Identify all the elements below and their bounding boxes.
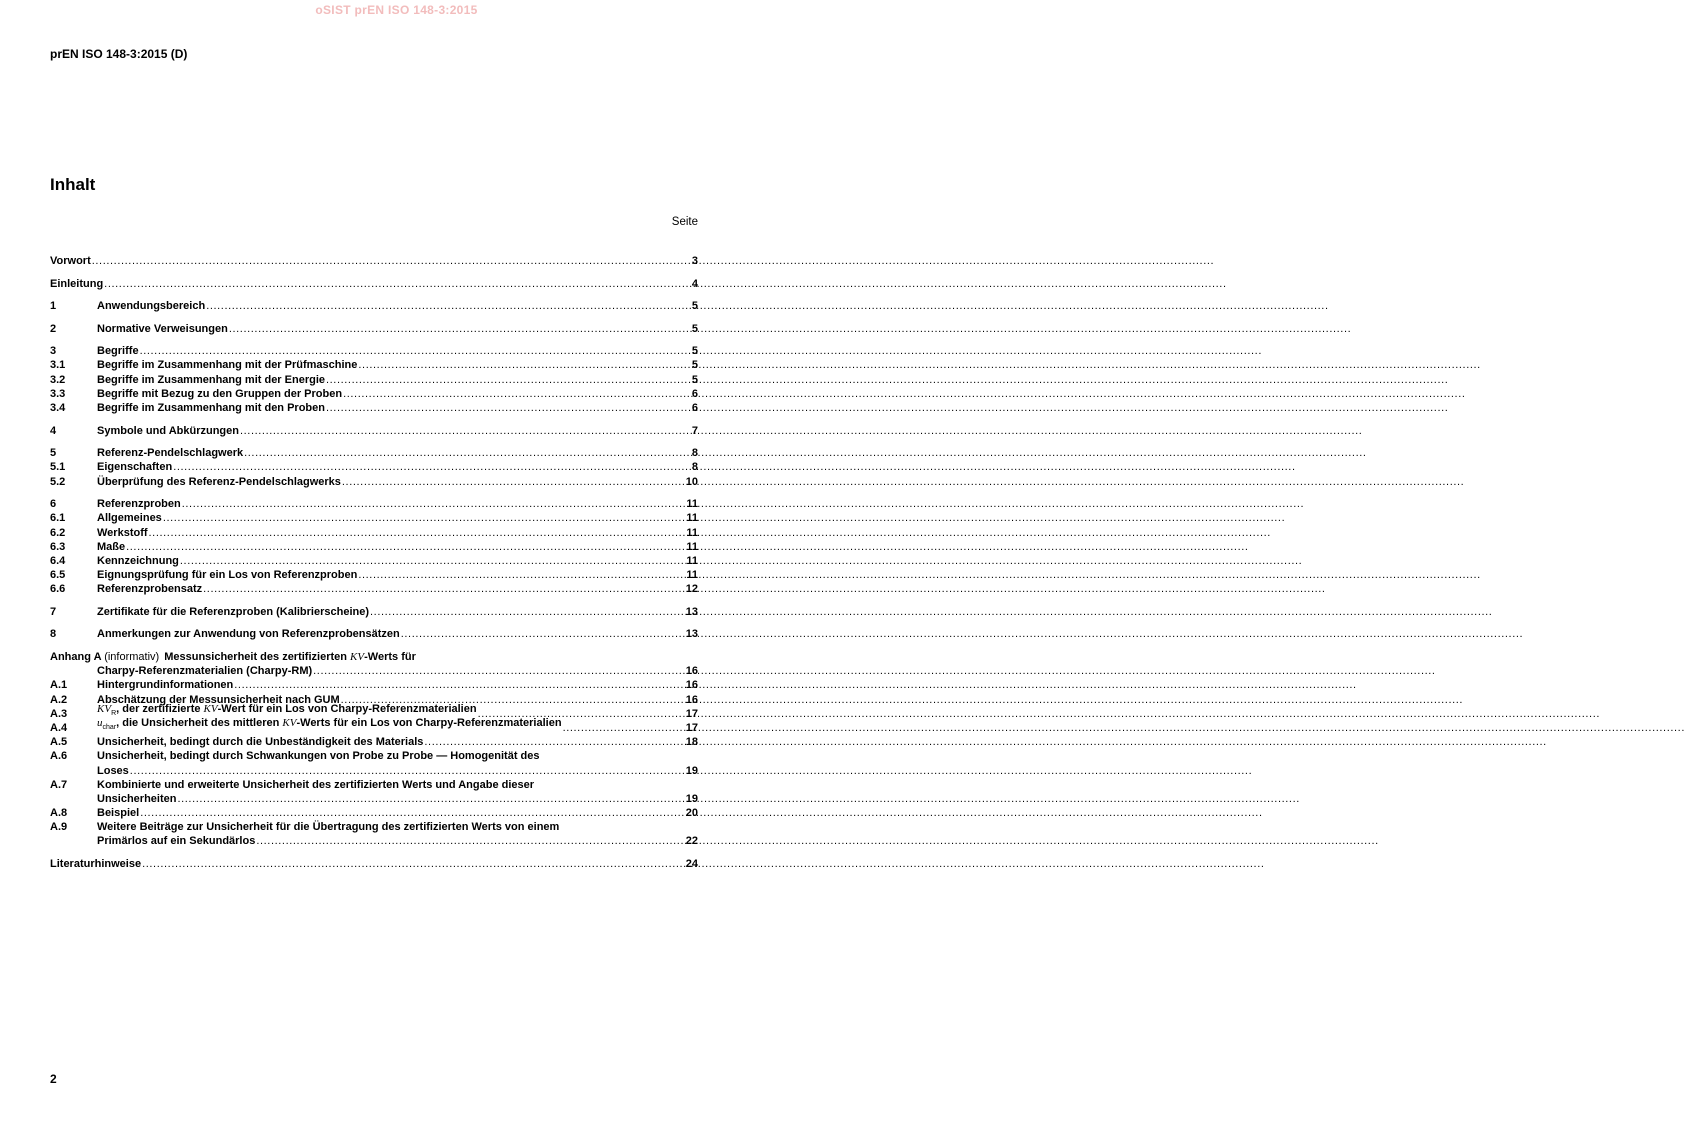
toc-entry-a3[interactable]: A.3 $KV_R$, der zertifizierte KV-Wert für ein Los von Charpy-Referenzmaterialien ..... 17 [50,707,698,721]
toc-entry-number: 3.1 [50,359,66,372]
toc-entry[interactable] [50,627,698,641]
toc-page-number: 13 [685,628,698,641]
page-number: 2 [50,1072,57,1086]
toc-entry[interactable] [50,497,698,511]
toc-entry[interactable] [50,605,698,619]
dot-leader [401,627,685,641]
dot-leader [180,554,685,568]
dot-leader [92,254,691,268]
toc-entry[interactable] [50,299,698,313]
toc-page-number: 10 [685,475,698,488]
toc-page-number: 11 [686,512,698,525]
toc-page-number: 3 [691,254,698,267]
toc-entry-number: 3.4 [50,402,66,415]
toc-entry[interactable] [50,526,698,540]
toc-annex-title-continuation[interactable] [50,664,698,678]
toc-entry-title: Anwendungsbereich [97,300,206,313]
toc-entry-title: Überprüfung des Referenz-Pendelschlagwerks [97,475,341,488]
toc-entry-title: Eignungsprüfung für ein Los von Referenzproben [97,569,358,582]
toc-entry[interactable] [50,322,698,336]
watermark: oSIST prEN ISO 148-3:2015 [315,3,478,17]
annex-title-line2: Charpy-Referenzmaterialien (Charpy-RM) [97,665,313,678]
dot-leader [370,605,685,619]
toc-entry-title: Referenzproben [97,498,181,511]
toc-entry-title: Normative Verweisungen [97,322,228,335]
dot-leader [343,387,691,401]
toc-entry-number: 1 [50,300,57,313]
toc-entry-title: Werkstoff [97,526,148,539]
toc-entry[interactable] [50,401,698,415]
table-of-contents [50,254,698,871]
dot-leader [229,322,691,336]
dot-leader [203,582,685,596]
annex-label: Anhang A (informativ) [50,651,160,664]
toc-entry-title: Vorwort [50,254,91,267]
toc-entry-a7[interactable]: Unsicherheiten ..... 19 [50,792,698,806]
toc-entry[interactable] [50,554,698,568]
toc-entry-title: Maße [97,540,126,553]
toc-page-number: 11 [686,540,698,553]
toc-entry[interactable] [50,344,698,358]
toc-entry-bibliography[interactable]: Literaturhinweise ..... 24 [50,857,698,871]
toc-entry-title: Referenzprobensatz [97,583,203,596]
toc-entry[interactable] [50,568,698,582]
toc-entry-title: Begriffe im Zusammenhang mit den Proben [97,402,325,415]
toc-entry-number: 6.3 [50,540,66,553]
dot-leader [240,424,691,438]
toc-entry-title: Referenz-Pendelschlagwerk [97,447,244,460]
toc-entry[interactable] [50,460,698,474]
toc-entry[interactable] [50,475,698,489]
toc-entry-title: Begriffe [97,345,139,358]
toc-entry-title: Kennzeichnung [97,554,179,567]
toc-entry[interactable] [50,540,698,554]
toc-entry[interactable] [50,511,698,525]
dot-leader [326,401,691,415]
dot-leader [140,344,691,358]
toc-entry[interactable] [50,359,698,373]
toc-entry[interactable] [50,254,698,268]
toc-page-number: 5 [691,322,698,335]
toc-entry-a6-line1[interactable]: A.6 Unsicherheit, bedingt durch Schwankungen von Probe zu Probe — Homogenität des [50,750,540,763]
toc-entry-number: 3.3 [50,387,66,400]
dot-leader [244,446,691,460]
toc-annex-heading[interactable] [50,650,698,664]
toc-page-number: 11 [686,569,698,582]
dot-leader [149,526,686,540]
toc-entry-number: 6.4 [50,554,66,567]
toc-page-number: 13 [685,605,698,618]
toc-entry-number: 6.1 [50,512,66,525]
toc-entry-number: 6.6 [50,583,66,596]
page-title: Inhalt [50,175,96,194]
toc-entry-number: 3.2 [50,373,66,386]
toc-entry-title: Einleitung [50,277,104,290]
dot-leader [326,373,691,387]
toc-entry-a5[interactable]: A.5 Unsicherheit, bedingt durch die Unbeständigkeit des Materials ..... 18 [50,735,698,749]
dot-leader [206,299,691,313]
document-id: prEN ISO 148-3:2015 (D) [50,47,188,61]
toc-entry-a9-line1[interactable]: A.9 Weitere Beiträge zur Unsicherheit für die Übertragung des zertifizierten Werts von einem [50,821,560,834]
toc-page-number: 5 [691,300,698,313]
dot-leader [358,358,690,372]
dot-leader [126,540,685,554]
toc-page-number: 8 [691,461,698,474]
toc-page-number: 11 [686,498,698,511]
toc-entry[interactable] [50,446,698,460]
toc-entry-number: 3 [50,345,57,358]
toc-page-number: 8 [691,447,698,460]
toc-entry[interactable] [50,373,698,387]
toc-page-number: 5 [691,373,698,386]
toc-entry-a4[interactable]: A.4 $u_{char}$, die Unsicherheit des mittleren KV-Werts für ein Los von Charpy-Referenzmaterialien ..... 17 [50,721,698,735]
toc-entry-number: 6.5 [50,569,66,582]
page-column-label: Seite [671,216,698,228]
toc-entry-a9[interactable]: Primärlos auf ein Sekundärlos ..... 22 [50,834,698,848]
toc-page-number: 5 [691,345,698,358]
dot-leader [358,568,685,582]
toc-page-number: 7 [691,424,698,437]
toc-entry[interactable] [50,277,698,291]
dot-leader [173,460,691,474]
toc-entry-title: Begriffe im Zusammenhang mit der Prüfmaschine [97,359,358,372]
toc-entry-a8[interactable]: A.8 Beispiel ..... 20 [50,806,698,820]
toc-page-number: 16 [685,665,698,678]
toc-entry-number: 6 [50,498,57,511]
toc-entry-number: 2 [50,322,57,335]
toc-page-number: 4 [691,277,698,290]
toc-page-number: 11 [686,554,698,567]
toc-page-number: 6 [691,387,698,400]
toc-page-number: 6 [691,402,698,415]
toc-entry-number: 5.1 [50,461,66,474]
toc-entry-a6[interactable]: Loses ..... 19 [50,764,698,778]
toc-entry-title: Symbole und Abkürzungen [97,424,239,437]
toc-page-number: 11 [686,526,698,539]
toc-page-number: 12 [685,583,698,596]
toc-entry-title: Zertifikate für die Referenzproben (Kalibrierscheine) [97,605,370,618]
toc-entry[interactable] [50,387,698,401]
toc-entry[interactable] [50,424,698,438]
toc-entry-title: Eigenschaften [97,461,173,474]
toc-entry-a1[interactable]: A.1 Hintergrundinformationen ..... 16 [50,678,698,692]
toc-entry-title: Begriffe im Zusammenhang mit der Energie [97,373,325,386]
toc-entry-number: 8 [50,628,57,641]
toc-entry-number: 6.2 [50,526,66,539]
toc-entry-title: Allgemeines [97,512,162,525]
dot-leader [104,277,691,291]
dot-leader [342,475,685,489]
dot-leader [163,511,686,525]
toc-entry-number: 7 [50,605,57,618]
toc-main-entries [50,254,698,642]
toc-entry-number: 5 [50,447,57,460]
toc-entry-a2[interactable]: A.2 Abschätzung der Messunsicherheit nach GUM ..... 16 [50,693,698,707]
toc-entry-number: 5.2 [50,475,66,488]
annex-title-line1: Messunsicherheit des zertifizierten KV-Werts für [164,651,416,664]
toc-entry-title: Begriffe mit Bezug zu den Gruppen der Proben [97,387,343,400]
toc-entry-title: Anmerkungen zur Anwendung von Referenzprobensätzen [97,628,400,641]
toc-page-number: 5 [691,359,698,372]
toc-entry-number: 4 [50,424,57,437]
toc-entry[interactable] [50,582,698,596]
toc-entry-a7-line1[interactable]: A.7 Kombinierte und erweiterte Unsicherheit des zertifizierten Werts und Angabe dieser [50,778,535,791]
dot-leader [182,497,686,511]
